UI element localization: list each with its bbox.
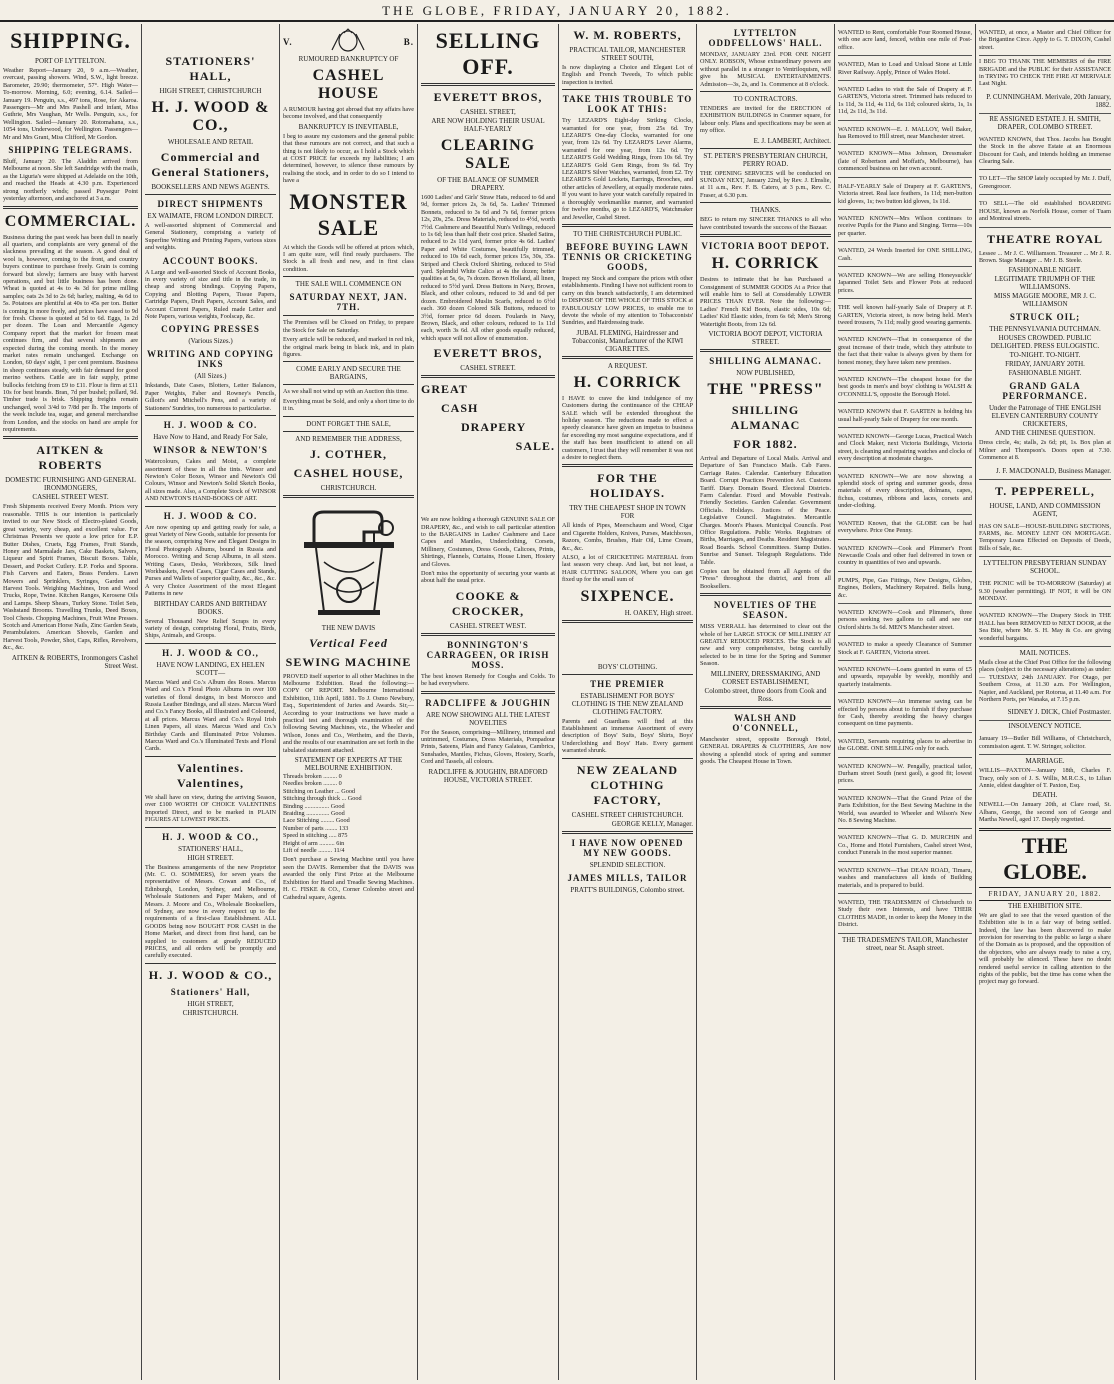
winsor-text: Watercolours, Cakes and Moist, a complete assortment of these in all the tints. Winsor and Newton's Color Boxes, Winsor and Newton's Oil Colours, Winsor and Newton's Solid Sketch Books, all sizes made. Also, a Complete Stock of WINSOR AND NEWTON'S HAND-BOOKS OF ART. <box>145 458 276 503</box>
telegrams-text: Bluff, January 20. The Aladdin arrived from Melbourne at noon. She left Sandridge with the mails, as the Liguria's were shipped at Adelaide on the 10th, and reached the Heads at 4.30 p.m. Experienced strong northerly winds; passed Puysegur Point yesterday afternoon, and anchored at 3 a.m. <box>3 158 138 203</box>
pepperell-sub: HOUSE, LAND, AND COMMISSION AGENT, <box>989 501 1101 518</box>
monster-text: At which the Goods will be offered at prices which, I am quite sure, will find ready purchasers. The Stock is all fresh and new, and in first class condition. <box>283 243 414 273</box>
novelties-heading: NOVELTIES OF THE SEASON. <box>713 600 818 621</box>
hjwood6-city: CHRISTCHURCH. <box>182 1008 239 1017</box>
clearing-sale-heading: CLEARING SALE <box>440 137 536 172</box>
experts-table <box>283 773 414 854</box>
contractors-text: TENDERS are invited for the ERECTION of EXHIBITION BUILDINGS in Cranmer square, for labour only. Plans and specifications may be seen at my office. <box>700 105 831 135</box>
oddfellows-text: MONDAY, JANUARY 23rd. FOR ONE NIGHT ONLY. ROBSON, Whose extraordinary powers are without parallel in a stranger to Ventriloquism, will give his MUSICAL ENTERTAINMENTS. Admission—3s, 2s, and 1s. Commence at 8 o'clock. <box>700 51 831 88</box>
before-buying-text: Inspect my Stock and compare the prices with other establishments. Finding I have not sufficient room to carry on this branch satisfactorily, I am determined to DISPOSE OF THE WHOLE OF THIS STOCK at FABULOUSLY LOW PRICES, to enable me to devote the whole of my attention to Tobacconists' Sundries, and Hairdressing trade. <box>562 274 693 327</box>
table-row: Braiding ............... Good <box>283 810 345 818</box>
birthday-cards: BIRTHDAY CARDS AND BIRTHDAY BOOKS. <box>153 599 268 616</box>
premier-heading: THE PREMIER <box>590 678 665 689</box>
bonnington-text: The best known Remedy for Coughs and Colds. To be had everywhere. <box>421 672 555 688</box>
sewing-machine-icon <box>294 502 404 620</box>
walsh-heading: WALSH AND O'CONNELL, <box>732 712 799 733</box>
wanted-ad: WANTED KNOWN—Cook and Plimmer's, three persons seeking two gallons to call and see our Oxford shirts 3s 6d. MEN'S Manchester street. <box>838 606 972 636</box>
writing-inks-heading: WRITING AND COPYING INKS <box>146 349 274 370</box>
wanted-ad: WANTED KNOWN—Mrs Wilson continues to receive Pupils for the Piano and Singing. Terms—10s per quarter. <box>838 212 972 242</box>
insolvency-heading: INSOLVENCY NOTICE. <box>1008 722 1082 731</box>
account-books-heading: ACCOUNT BOOKS. <box>162 255 259 266</box>
commercial-heading: COMMERCIAL. <box>4 212 137 230</box>
masthead <box>0 0 1114 22</box>
marriage-heading: MARRIAGE. <box>1025 757 1065 766</box>
wanted-ad: WANTED Ladies to visit the Sale of Drapery at F. GARTEN'S, Victoria street. Trimmed hats reduced to 1s 11d, 3s 11d, 4s 11d, 6s 11d; coloured skirts, 1s, 1s 11d, 2s 11d, 3s 11d. <box>838 83 972 121</box>
friday-date: FRIDAY, JANUARY 20TH. <box>1005 360 1085 369</box>
shipping-heading: SHIPPING. <box>10 28 131 53</box>
thanks-text: BEG to return my SINCERE THANKS to all who have contributed towards the success of the Bazaar. <box>700 216 831 231</box>
booksellers: BOOKSELLERS AND NEWS AGENTS. <box>151 183 270 191</box>
to-sell: TO SELL—The old established BOARDING HOUSE, known as Norfolk House, corner of Tuam and Montreal streets. <box>979 197 1111 227</box>
walsh-text: Manchester street, opposite Borough Hotel, GENERAL DRAPERS & CLOTHIERS, Are now showing a splendid stock of spring and summer goods. The Cheapest House in Town. <box>700 735 831 765</box>
rumoured-heading: RUMOURED BANKRUPTCY OF <box>298 55 399 63</box>
boys-clothing: BOYS' CLOTHING. <box>597 662 658 671</box>
new-davis: THE NEW DAVIS <box>321 623 376 632</box>
fashionable-night-2: FASHIONABLE NIGHT. <box>1008 369 1082 378</box>
article-reduced: Every article will be reduced, and marked in red ink, the original mark being in black ink, and in plain figures. <box>283 336 414 358</box>
saturday-next: SATURDAY NEXT, JAN. 7TH. <box>289 292 408 313</box>
roberts-text: Is now displaying a Choice and Elegant Lot of English and French Tweeds, To which public inspection is invited. <box>562 64 693 86</box>
splendid-selection: SPLENDID SELECTION. <box>589 860 666 869</box>
jubal-fleming: JUBAL FLEMING, Hairdresser and Tobacconist, Manufacturer of the KIWI CIGARETTES. <box>571 328 684 353</box>
table-row: Needles broken ......... 0 <box>283 780 342 788</box>
verrall-text: MISS VERRALL has determined to clear out the whole of her LARGE STOCK OF MILLINERY AT GREATLY REDUCED PRICES. The Stock is all new and very comprehensive, being carefully selected to be in time for the Spring and Summer Season. <box>700 623 831 668</box>
tonight: TO-NIGHT. TO-NIGHT. <box>1009 351 1081 360</box>
before-buying-heading: BEFORE BUYING LAWN TENNIS OR CRICKETING GOODS, <box>562 241 693 272</box>
table-row: Lace Stitching ......... Good <box>283 817 350 825</box>
grand-gala: GRAND GALA PERFORMANCE. <box>1002 381 1088 402</box>
telegrams-heading: SHIPPING TELEGRAMS. <box>8 145 133 156</box>
almanac-contents: Arrival and Departure of Local Mails. Arrival and Departure of San Francisco Mails. Cab Fares. Carriage Rates. Calendar. Canterbury Education Board. Corrupt Practices Prevention Act. Customs Tariff. Diary. Domain Board. Electoral Districts. Farm Calendar. Fixed and Movable Festivals. Friendly Societies. Garden Calendar. Government Officials. Holidays. Justices of the Peace. Legislative Council. Magistrates. Mercantile Charges. Moon's Phases. Municipal Councils. Post Office Regulations. Public Works. Registrars of Births, Marriages, and Deaths. Resident Magistrates. Road Boards. School Committees. Stamp Duties. Sunrise and Sunset. Telegraph Regulations. Tide Table. <box>700 454 831 566</box>
cash-word: CASH <box>441 401 479 416</box>
corrick-text: I HAVE to crave the kind indulgence of my Customers during the continuance of the CHEAP SALE which will be extended throughout the holiday season. The reductions made to effect a speedy clearance have given an impetus to business far exceeding my most sanguine expectations, and if the staff has been insufficient to attend on all customers, I trust that they will remember it was not a desire to neglect them. <box>562 394 693 461</box>
corrick2-text: Desires to intimate that he has Purchased a Consignment of SUMMER GOODS At a Price that will enable him to Sell at Considerably LOWER PRICES THAN EVER. Note the following:— Ladies' French Kid Boots, elastic sides, 10s 6d; Ladies' Kid Elastic sides, from 6s 6d; Men's Strong Watertight Boots, from 12s 6d. <box>700 276 831 328</box>
table-row: Threads broken ......... 0 <box>283 773 342 780</box>
selling-off-heading: SELLING OFF. <box>435 28 541 79</box>
thanks-heading: THANKS. <box>750 206 781 215</box>
column-6 <box>696 24 834 1380</box>
hjwood5-heading: H. J. WOOD & CO., <box>162 831 259 842</box>
nzcf-heading: NEW ZEALAND CLOTHING FACTORY, <box>576 762 679 807</box>
pennsylvania-dutchman: THE PENNSYLVANIA DUTCHMAN. <box>989 325 1101 334</box>
commercial-stationers: Commercial and General Stationers, <box>151 150 270 179</box>
masthead-text: THE GLOBE, FRIDAY, JANUARY 20, 1882. <box>382 3 732 18</box>
everett-heading: EVERETT BROS, <box>433 90 543 104</box>
balance-summer: OF THE BALANCE OF SUMMER DRAPERY. <box>437 176 539 192</box>
wanted-ad: WANTED, Man to Load and Unload Stone at Little River Railway. Apply, Prince of Wales Hotel. <box>838 58 972 81</box>
premier-text: Parents and Guardians will find at this Establishment an immense Assortment of every description of Boys' Suits, Boys' Shirts, Boys' Underclothing and Boys' Hats. Every garment warranted shrunk. <box>562 717 693 755</box>
cashel-house-footer: CASHEL HOUSE, <box>293 465 404 480</box>
roberts-heading: W. M. ROBERTS, <box>573 28 682 42</box>
christchurch-footer: CHRISTCHURCH. <box>320 483 377 492</box>
millinery-heading: MILLINERY, DRESSMAKING, AND CORSET ESTABLISHMENT, <box>710 669 821 686</box>
wanted-ad: WANTED KNOWN—George Lucas, Practical Watch and Clock Maker, next Victoria Buildings, Victoria street, is cleaning and repairing watches and clocks of every description at moderate charges. <box>838 430 972 468</box>
aitken-text: Fresh Shipments received Every Month. Prices very reasonable. THIS is our intention is particularly invited to our New Stock of Electro-plated Goods, great variety, very cheap, and excellent value. For Christmas Presents we quote a low price for E.P. Butter Dishes, Cruets, Egg Frames, Fruit Stands, Honey and Marmalade Jars, Cake Baskets, Salvers, Liqueur and Spirit Frames, Biscuit Boxes. Table, Dessert, and Pocket Cutlery. E.P. Forks and Spoons. Fish Carvers and Eaters, Brass Fenders. Lawn Mowers and Sprinklers, Syringes, Garden and Harvest Tools. Weighing Machines, Iron and Wood Trucks, Rope, Twine. Kitchen Ranges, Kerosene Oils and Lamps. Sheep Shears, Turkey Stone. Toilet Sets, Washstand Brooms. Travelling Trunks, Deed Boxes, Tool Chests. Chopping Machines, Fruit Wine Presses. Scotch and American Horse Nails, Zinc Garden Seats, Perambulators. American Shovels, Garden and Harvest Tools, Powder, Shot, Caps, Rifles, Revolvers, &c., &c. <box>3 503 138 652</box>
wanted-ad: WANTED, THE TRADESMEN of Christchurch to Study their own Interests, and have THEIR CLOTHES MADE, in order to keep the Money in the District. <box>838 896 972 934</box>
as-shall: As we shall not wind up with an Auction this time. <box>283 388 409 396</box>
wanted-ad: WANTED KNOWN—That G. D. MURCHIN and Co., Home and Hotel Furnishers, Cashel street West, conduct Funerals in the most superior manner. <box>838 831 972 861</box>
everett-footer: EVERETT BROS, <box>433 346 543 361</box>
corrick2-heading: H. CORRICK <box>711 255 820 273</box>
dont-forget: DONT FORGET THE SALE, <box>306 419 391 428</box>
shipping-text: Weather Report—January 20, 9 a.m.—Weather, overcast, passing showers. Wind, S.W., light breeze. Barometer, 29.90; thermometer, 57°. High Water—To-morrow. Morning, 6.0; evening, 6.14. Sailed—January 19. Penguin, s.s., 497 tons, Rose, for Akaroa. Passengers—Mr and Mrs Pashell and infant, Miss Guthrie, Mrs Vaughan, Mr Wells. Penguin, s.s., for Wellington. Sailed—January 20. Rotomahana, s.s., 1054 tons, Underwood, for Wellington. Passengers—Mr and Mrs Grant, Miss Clifford, Mr Gordon. <box>3 67 138 141</box>
radcliffe-sub: ARE NOW SHOWING ALL THE LATEST NOVELTIES <box>425 710 551 727</box>
wanted-ad: HALF-YEARLY Sale of Drapery at F. GARTEN'S, Victoria street. Real lace feathers, 1s 11d; men-button kid gloves, 1s; two button kid gloves, 1s 11d. <box>838 180 972 210</box>
oakey-signature: H. OAKEY, High street. <box>624 608 693 617</box>
aitken-subheading: DOMESTIC FURNISHING AND GENERAL IRONMONGERS, <box>5 476 136 493</box>
wanted-ad: THE well known half-yearly Sale of Drapery at F. GARTEN, Victoria street, is now being held. Men's tweed trousers, 7s 11d; really good wearing garments. <box>838 301 972 331</box>
b-initial: B. <box>403 36 414 47</box>
sale-word: SALE. <box>515 439 555 454</box>
column-8 <box>975 24 1114 1380</box>
hjwood5-address: HIGH STREET. <box>187 853 234 862</box>
sewing-machine-heading: SEWING MACHINE <box>285 654 412 669</box>
stationers-address: HIGH STREET, CHRISTCHURCH <box>159 87 262 95</box>
column-3 <box>279 24 417 1380</box>
nzcf-address: CASHEL STREET CHRISTCHURCH. <box>571 810 684 819</box>
bankruptcy-text: I beg to assure my customers and the general public that these rumours are not correct, and that such a thing is not likely to occur, as I hold a Stock which at COST PRICE far exceeds my liabilities; I am determined, however, to silence these rumours by realising the stock, and in order to do so I intend to have a <box>283 132 414 185</box>
assigned-estate: RE ASSIGNED ESTATE J. H. SMITH, DRAPER, COLOMBO STREET. <box>989 114 1101 131</box>
table-row: Stitching on Leather ... Good <box>283 787 356 795</box>
royal-arms-icon <box>328 28 368 54</box>
globe-editorial-masthead: THE GLOBE. <box>979 828 1111 888</box>
cricketing-text: ALSO, a lot of CRICKETING MATERIAL from last season very cheap. And last, but not least, a HAIR CUTTING SALOON, Where you can get fixed up for the small sum of <box>562 554 693 584</box>
lambert-signature: E. J. LAMBERT, Architect. <box>753 136 831 145</box>
death-heading: DEATH. <box>1032 791 1058 800</box>
exhibition-heading: THE EXHIBITION SITE. <box>1007 901 1083 910</box>
victoria-boot-heading: VICTORIA BOOT DEPOT. <box>701 241 830 252</box>
dont-miss-text: Don't miss the opportunity of securing your wants at about half the usual price. <box>421 569 555 585</box>
theatre-staff: Lessee ... Mr J. C. Williamson. Treasurer ... Mr J. R. Brown. Stage Manager ... Mr J. B. Steele. <box>979 249 1111 264</box>
rumour-text: A RUMOUR having got abroad that my affairs have become involved, and that consequently <box>283 106 414 121</box>
almanac-heading: SHILLING ALMANAC <box>730 402 801 432</box>
roberts-sub: PRACTICAL TAILOR, MANCHESTER STREET SOUTH, <box>569 46 686 62</box>
wanted-ad: WANTED KNOWN—An immense saving can be effected by persons about to furnish if they purchase for Cash, thereby avoiding the heavy charges consequent on time payments. <box>838 695 972 733</box>
sunday-school-heading: LYTTELTON PRESBYTERIAN SUNDAY SCHOOL. <box>983 559 1107 576</box>
wanted-ad: WANTED to make a speedy Clearance of Summer Stock at F. GARTEN, Victoria street. <box>838 638 972 661</box>
theatre-royal-heading: THEATRE ROYAL <box>986 231 1104 246</box>
davis-text: PROVED itself superior to all other Machines in the Melbourne Exhibition. Read the following:— COPY OF REPORT. Melbourne International Exhibition, 11th April, 1881. To J. Osmo Newbury, Esq., Superintendent of Juries and Awards. Sir,—According to your instructions we have made a practical test and thorough examination of the following Sewing Machines, viz., the Wheeler and Wilson, Jones and Co., Wertheim, and the Davis, and the results of our examination are set forth in the tabulated statement attached. <box>283 672 414 754</box>
come-early: COME EARLY AND SECURE THE BARGAINS, <box>296 365 401 382</box>
holidays-heading: FOR THE HOLIDAYS. <box>590 471 665 501</box>
table-row: Number of parts ........ 133 <box>283 824 349 832</box>
fashionable-night: FASHIONABLE NIGHT. <box>1008 266 1082 275</box>
column-7 <box>834 24 975 1380</box>
wanted-ad: WANTED, 24 Words Inserted for ONE SHILLING, Cash. <box>838 244 972 267</box>
shilling-almanac-heading: SHILLING ALMANAC. <box>709 355 822 366</box>
wanted-ad: WANTED KNOWN—E. J. MALLOY, Well Baker, has Removed to Hill street, near Manchester street. <box>838 123 972 146</box>
are-now-holding: ARE NOW HOLDING THEIR USUAL HALF-YEARLY <box>431 117 545 133</box>
cooke-address: CASHEL STREET WEST. <box>449 621 527 630</box>
for-1882: FOR 1882. <box>733 436 798 451</box>
st-peter-heading: ST. PETER'S PRESBYTERIAN CHURCH, PERRY ROAD. <box>703 151 828 168</box>
copying-sub: (Various Sizes.) <box>188 337 233 346</box>
marriage-text: WILLIS—PAXTON—January 18th, Charles F. Tracy, only son of J. S. Willis, M.R.C.S., to Lilian Annie, eldest daughter of T. Paxton, Esq. <box>979 767 1111 790</box>
macdonald-signature: J. F. MACDONALD, Business Manager. <box>979 464 1111 480</box>
genuine-sale-text: We are now holding a thorough GENUINE SALE OF DRAPERY, &c., and wish to call particular attention to the BARGAINS in Ladies' Cashmere and Lace Capes and Mantles, Underclothing, Corsets, Millinery, Costumes, Dress Goods, Calicoes, Prints, Shirtings, Flannels, Curtains, House Linen, Hosiery and Gloves. <box>421 516 555 568</box>
houses-crowded: HOUSES CROWDED. PUBLIC DELIGHTED. PRESS EULOGISTIC. <box>990 334 1100 351</box>
wanted-ad: WANTED KNOWN—Loans granted in sums of £5 and upwards, repayable by weekly, monthly and quarterly instalments. <box>838 663 972 693</box>
monster-sale-heading: MONSTER SALE <box>289 188 408 240</box>
aitken-address: CASHEL STREET WEST. <box>32 493 109 502</box>
patronage: Under the Patronage of THE ENGLISH ELEVEN CANTERBURY COUNTY CRICKETERS, <box>988 404 1102 429</box>
copying-presses-heading: COPYING PRESSES <box>161 324 260 335</box>
wanted-ad: WANTED to Rent, comfortable Four Roomed House, with one acre land, fenced, within one mile of Post-office. <box>838 26 972 56</box>
everett-street: CASHEL STREET, <box>460 108 516 116</box>
winsor-heading: WINSOR & NEWTON'S <box>153 445 268 456</box>
mail-notices-heading: MAIL NOTICES. <box>1019 649 1071 657</box>
writing-sub: (All Sizes.) <box>194 372 227 381</box>
column-4 <box>417 24 558 1380</box>
lezard-text: Try LEZARD'S Eight-day Striking Clocks, warranted for one year, from 25s 6d. Try LEZARD'S One-day Clocks, warranted for one year, from 12s 6d. Try LEZARD'S Lever Alarms, warranted for one year, from 12s 6d. Try LEZARD'S Gold Wedding Rings, from 10s 6d. Try LEZARD'S Gold Gem Rings, from 9s 6d. Try LEZARD'S Silver Watches, warranted, from £2. Try LEZARD'S Gold Lockets, Earrings, Brooches, and other articles of Jewellery, at equally moderate rates. If you want to have your watch carefully repaired in a thoroughly workmanlike manner, and warranted for twelve months, go to LEZARD'S, Watchmaker and Jeweller, Cashel Street. <box>562 117 693 221</box>
contractors-heading: TO CONTRACTORS. <box>733 95 798 104</box>
fire-brigade-thanks: I BEG TO THANK THE MEMBERS of the FIRE BRIGADE and the PUBLIC for their ASSISTANCE in TRYING TO CHECK THE FIRE AT MERIVALE Last Night. <box>979 58 1111 88</box>
wanted-ad: WANTED KNOWN that F. GARTEN is holding his usual half-yearly Sale of Drapery for one month. <box>838 405 972 428</box>
mills-address: PRATT'S BUILDINGS, Colombo street. <box>570 885 685 894</box>
wanted-ad: WANTED Known, that the GLOBE can be had everywhere. Price One Penny. <box>838 517 972 540</box>
everett-text: 1600 Ladies' and Girls' Straw Hats, reduced to 6d and 9d, former prices 2s, 3s 6d, 5s. Ladies' Trimmed Bonnets, reduced to 3s 6d and 7s 6d, former prices 12s, 20s, 25s. Dress Materials, reduced to 4½d, worth 7½d. Cashmere and Beautiful Nun's Veilings, reduced to 1s 6d; less than half their cost price. Shaded Satins, reduced to 2s 11d yard, former price 4s 6d. Ladies' Paper and White Costumes, beautifully trimmed, reduced to 10s 6d each, former prices 15s, 30s, 35s. Striped and Check Oxford Shirting, reduced to 5¼d yard. Splendid White Calico at 4s the dozen; better qualities at 5s, 6s, 7s dozen. Brown Holland, all linen, reduced to 5½d yard. Dress Buttons in Navy, Brown, Black, and other colours, reduced to 3d and 6d per dozen. Embroidered Muslin Scarfs, reduced to 6½d each. 360 dozen Colored Silk Buttons, reduced to 3½d, former price 6d dozen. Foulards in Navy, Brown, Black, and other colours, reduced to 1s 11d each, worth 3s 6d. All other goods equally reduced, which space will not allow of enumeration. <box>421 194 555 342</box>
direct-shipments-heading: DIRECT SHIPMENTS <box>157 199 264 209</box>
account-text: A Large and well-assorted Stock of Account Books, in every variety of size and title in the trade, in cheap and strong bindings. Copying Papers, Copying and Blotting Papers, Tissue Papers, Cartridge Papers, Draft Papers, Account Sales, and Account Current Papers, Ruled made Letter and Note Papers, various weights, Foolscap, &c. <box>145 268 276 321</box>
sale-commence: THE SALE WILL COMMENCE ON <box>295 280 402 289</box>
hjwood2-text: Have Now to Hand, and Ready For Sale, <box>153 433 268 442</box>
sixpence-heading: SIXPENCE. <box>580 587 675 605</box>
radcliffe-heading: RADCLIFFE & JOUGHIN <box>425 697 551 708</box>
wanted-ad: WANTED KNOWN—That in consequence of the great increase of their trade, which they attribute to the fact that their value is always given by them for honest money, they have taken new premises. <box>838 333 972 371</box>
column-5 <box>558 24 696 1380</box>
hjwood-sub: WHOLESALE AND RETAIL <box>167 138 254 146</box>
v-initial: V. <box>283 36 293 47</box>
pipes-text: All kinds of Pipes, Meerschaum and Wood, Cigar and Cigarette Holders, Knives, Purses, Matchboxes, Razors, Combs, Brushes, Hair Oil, Lime Cream, &c., &c. <box>562 522 693 552</box>
hjwood4-sub: HAVE NOW LANDING, EX HELEN SCOTT— <box>156 660 265 677</box>
royal-arms-row <box>283 28 414 54</box>
radcliffe-text: For the Season, comprising—Millinery, trimmed and untrimmed, Costumes, Dress Materials, Pompadour Prints, Sateens, Plain and Fancy Galateas, Cambrics, Sunshades, Mantles, Fichus, Gloves, Hosiery, Scarfs, Cord and Tassels, all colours. <box>421 728 555 766</box>
theatre-prices: Dress circle, 4s; stalls, 2s 6d; pit, 1s. Box plan at Milner and Thompson's. Doors open at 7.30. Commence at 8. <box>979 439 1111 462</box>
maggie-moore: MISS MAGGIE MOORE, MR J. C. WILLIAMSON <box>994 292 1096 309</box>
table-row: Lift of needle ......... 11/4 <box>283 847 345 855</box>
stationers-hall-heading: STATIONERS' HALL, <box>165 54 256 83</box>
hjwood-heading: H. J. WOOD & CO., <box>151 99 270 134</box>
table-row: Stitching through thick ... Good <box>283 795 362 803</box>
direct-sub: EX WAIMATE, FROM LONDON DIRECT. <box>147 212 274 220</box>
millinery-address: Colombo street, three doors from Cook and Ross. <box>704 686 827 703</box>
great-word: GREAT <box>421 382 468 397</box>
wanted-ad: WANTED KNOWN—Cook and Plimmer's Front Newcastle Coals and other fuel delivered in town or country in quantities of two and upwards. <box>838 542 972 572</box>
vbd-footer: VICTORIA BOOT DEPOT, VICTORIA STREET. <box>708 329 823 346</box>
hjwood6-sub: Stationers' Hall, <box>170 986 251 997</box>
request-heading: A REQUEST. <box>607 361 648 370</box>
direct-text: A well-assorted shipment of Commercial and General Stationery, comprising a variety of Superfine Writing and Printing Papers, various sizes and weights. <box>145 222 276 252</box>
writing-text: Inkstands, Date Cases, Blotters, Letter Balances, Paper Weights, Faber and Rowney's Pencils, Gillott's and Mitchell's Pens, and a variety of Stationers' Sundries, too numerous to particularise. <box>145 382 276 412</box>
hjwood6-heading: H. J. WOOD & CO., <box>148 967 273 982</box>
wanted-ad: WANTED KNOWN—We are selling Honeysuckle' Japanned Toilet Sets and Flower Pots at reduced prices. <box>838 269 972 299</box>
everett-footer-street: CASHEL STREET. <box>460 364 516 373</box>
oddfellows-heading: LYTTELTON ODDFELLOWS' HALL. <box>708 28 823 48</box>
death-text: NEWELL—On January 20th, at Clare road, St. Albans, George, the second son of George and Martha Newell, aged 17. Deeply regretted. <box>979 801 1111 824</box>
dick-signature: SIDNEY J. DICK, Chief Postmaster. <box>979 705 1111 721</box>
exhibition-text: We are glad to see that the vexed question of the Exhibition site is in a fair way of being settled. Indeed, the law has been discovered to make provision for reserving to the public so large a share of the Domain as is proposed, and the opposition of the objectors, who are always ready to raise a cry, will probably be silenced. These have no doubt rendered useful service in calling attention to the rights of the public, but the time has come when the project may go forward. <box>979 911 1111 986</box>
wanted-ad: PUMPS, Pipe, Gas Fittings, New Designs, Globes, Engines, Boilers, Machinery Repaired. Bells hung, &c. <box>838 574 972 604</box>
wanted-master: WANTED, at once, a Master and Chief Officer for the Brigantine Circe. Apply to G. T. DIXON, Cashel street. <box>979 26 1111 56</box>
column-1 <box>0 24 141 1380</box>
bonnington-heading: BONNINGTON'S CARRAGEEN, OR IRISH MOSS. <box>426 639 550 670</box>
valentines-text: We shall have on view, during the arriving Season, over £100 WORTH OF CHOICE VALENTINES Imported Direct, and to be marked in PLAIN FIGURES AT LOWEST PRICES. <box>145 793 276 824</box>
aitken-footer: AITKEN & ROBERTS, Ironmongers Cashel Street West. <box>11 653 138 670</box>
table-row: Height of arm .......... 6in <box>283 839 345 847</box>
vertical-feed: Vertical Feed <box>309 635 388 650</box>
hjwood5-text: The Business arrangements of the new Proprietor (Mr. C. O. SOMMERS), for seven years the representative of Messrs. Cowan and Co., of Edinburgh, London, Sydney, and Melbourne, Wholesale Stationers and Paper Makers, and of Messrs. J. Moore and Co., Wholesale Booksellers, of Sydney, are now in every respect up to the requirements of a first-class Establishment. ALL GOODS being now BOUGHT FOR CASH in the Home Market, and direct from first hand, can be supplied to customers at greatly REDUCED PRICES, and all orders will be promptly and carefully executed. <box>145 863 276 960</box>
public-heading: TO THE CHRISTCHURCH PUBLIC. <box>573 229 682 238</box>
to-let: TO LET—The SHOP lately occupied by Mr. J. Duff, Greengrocer. <box>979 172 1111 195</box>
premises-closed: The Premises will be Closed on Friday, to prepare the Stock for Sale on Saturday. <box>283 319 414 334</box>
take-trouble-heading: TAKE THIS TROUBLE TO LOOK AT THIS: <box>562 94 693 115</box>
wanted-ad: WANTED KNOWN—W. Pengally, practical tailor, Durham street South (next gaol), a good fit; lowest prices. <box>838 760 972 790</box>
struck-oil: STRUCK OIL; <box>1009 312 1081 323</box>
almanac-copies: Copies can be obtained from all Agents of the "Press" throughout the district, and from all Booksellers. <box>700 568 831 590</box>
drapery-removed: WANTED KNOWN—The Drapery Stock in THE HALL has been REMOVED to NEXT DOOR, at the Sea Bite, where Mr. S. H. May & Co. are giving wonderful bargains. <box>979 609 1111 647</box>
opening-text: THE OPENING SERVICES will be conducted on SUNDAY NEXT, January 22nd, by Rev. J. Elmslie, at 11 a.m., Rev. F. B. Catero, at 3 p.m., Rev. C. Fraser, at 6.30 p.m. <box>700 169 831 199</box>
cunningham-signature: P. CUNNINGHAM. Merivale, 20th January, 1882. <box>979 90 1111 114</box>
globe-dateline: FRIDAY, JANUARY 20, 1882. <box>979 888 1111 901</box>
legitimate-triumph: LEGITIMATE TRIUMPH OF THE WILLIAMSONS. <box>994 275 1096 292</box>
wanted-ad: WANTED, Servants requiring places to advertise in the GLOBE. ONE SHILLING only for each. <box>838 735 972 758</box>
kelly-signature: GEORGE KELLY, Manager. <box>611 819 693 828</box>
hjwood2-heading: H. J. WOOD & CO. <box>163 420 258 431</box>
scraps-text: Several Thousand New Relief Scraps in every variety of design, comprising Floral, Fruits, Birds, Ships, Animals, and Groups. <box>145 617 276 640</box>
press-heading: THE "PRESS" <box>707 380 824 398</box>
jacobs-text: WANTED KNOWN, that Thos. Jacobs has Bought the Stock in the above Estate at an Enormous Discount for Cash, and intends holding an immense Clearing Sale. <box>979 133 1111 171</box>
davis-footer: Don't purchase a Sewing Machine until you have seen the DAVIS. Remember that the DAVIS was awarded the only First Prize at the Melbourne Exhibition for Hand and Treadle Sewing Machines. H. C. FISKE & CO., Corner Colombo street and Cathedral square, Agents. <box>283 856 414 901</box>
chinese-question: AND THE CHINESE QUESTION. <box>994 429 1096 438</box>
pepperell-heading: T. PEPPERELL, <box>995 483 1095 498</box>
mills-heading: JAMES MILLS, TAILOR <box>567 872 688 883</box>
corrick-heading: H. CORRICK <box>573 373 682 391</box>
cashel-house-heading: CASHEL HOUSE <box>312 67 385 102</box>
wanted-ad: WANTED KNOWN—Miss Johnson, Dressmaker (late of Robertson and Moffatt's, Melbourne), has commenced business on her own account. <box>838 147 972 177</box>
cash-drapery-block <box>421 382 555 514</box>
remember-address: AND REMEMBER THE ADDRESS, <box>295 434 402 443</box>
table-row: Binding ................ Good <box>283 802 345 810</box>
wanted-ad: WANTED KNOWN—That the Grand Prize of the Paris Exhibition, for the Best Sewing Machine in the World, was awarded to Wheeler and Wilson's New No. 8 Sewing Machine. <box>838 792 972 830</box>
drapery-word: DRAPERY <box>461 420 527 435</box>
valentines-heading: Valentines. Valentines, <box>177 760 244 790</box>
hjwood3-text: Are now opening up and getting ready for sale, a great Variety of New Goods, suitable for presents for the season, comprising New and Elegant Designs in Floral Photograph Albums, bound in Russia and Morocco. Writing and Scrap Albums, in all sizes. Writing Cases, Desks, Workboxes, Silk lined Workbaskets, Jewel Cases, Cigar Cases and Stands, Purses and Wallets of superior quality, &c., &c., &c. A very Choice Assortment of the most Elegant Patterns in new <box>145 523 276 598</box>
hjwood6-address: HIGH STREET, <box>187 999 234 1008</box>
wanted-ad: WANTED KNOWN—We are now showing a splendid stock of spring and summer goods, dress materials of every description, dolmans, capes, fichus, costumes, ribbons and laces, corsets and under-clothing. <box>838 470 972 515</box>
tradesmen-tailor: THE TRADESMEN'S TAILOR, Manchester street, near St. Asaph street. <box>841 935 969 952</box>
picnic-text: THE PICNIC will be TO-MORROW (Saturday) at 9.30 (weather permitting). IF NOT, it will be ON MONDAY. <box>979 577 1111 607</box>
hjwood4-heading: H. J. WOOD & CO., <box>162 647 259 658</box>
wanted-ad: WANTED KNOWN—The cheapest house for the best goods in men's and boys' clothing is WALSH & O'CONNELL'S, opposite the Borough Hotel. <box>838 373 972 403</box>
try-cheapest: TRY THE CHEAPEST SHOP IN TOWN FOR <box>569 504 686 521</box>
radcliffe-footer: RADCLIFFE & JOUGHIN, BRADFORD HOUSE, VICTORIA STREET. <box>428 767 548 784</box>
port-heading: PORT OF LYTTELTON. <box>35 57 106 65</box>
everything-sold: Everything must be Sold, and only a short time to do it in. <box>283 397 414 413</box>
hjwood5-sub: STATIONERS' HALL, <box>178 844 243 853</box>
table-row: Speed in stitching ..... 875 <box>283 832 348 840</box>
statement-heading: STATEMENT OF EXPERTS AT THE MELBOURNE EXHIBITION. <box>294 756 403 772</box>
mail-text: Mails close at the Chief Post Office for the following places (subject to the necessary alterations) as under:— TUESDAY, 24th JANUARY. For Otago, per Southern Cross, at 11.30 a.m. For Wellington, Napier, and Auckland, per Rotorua, at 11.40 a.m. For Northern Ports, per Wanaka, at 7.15 p.m. <box>979 659 1111 704</box>
hjwood4-text: Marcus Ward and Co.'s Album des Roses. Marcus Ward and Co.'s Floral Photo Albums in over 100 varieties of floral designs, in best Morocco and Russia Leather Bindings, and all sizes. Marcus Ward and Co.'s Fancy Books, all Illustrated and Coloured, at all prices. Marcus Ward and Co.'s Royal Irish Linen Papers, all sizes. Marcus Ward and Co.'s Birthday Cards and Illuminated Prize Volumes. Marcus Ward and Co.'s Illuminated Texts and Floral Cards. <box>145 678 276 753</box>
column-2 <box>141 24 279 1380</box>
pepperell-text: HAS ON SALE—HOUSE-BUILDING SECTIONS, FARMS, &c. MONEY LENT ON MORTGAGE. Temporary Loans Effected on Deposits of Deeds, Bills of Sale, &c. <box>979 520 1111 558</box>
hjwood3-heading: H. J. WOOD & CO. <box>163 510 258 521</box>
bankruptcy-inevitable: BANKRUPTCY IS INEVITABLE, <box>298 122 399 131</box>
new-goods-heading: I HAVE NOW OPENED MY NEW GOODS. <box>571 837 684 858</box>
premier-sub: ESTABLISHMENT FOR BOYS' CLOTHING IS THE NEW ZEALAND CLOTHING FACTORY. <box>571 691 684 716</box>
now-published: NOW PUBLISHED, <box>736 368 795 377</box>
commercial-text: Business during the past week has been dull in nearly all quarters, and complaints are very general of the slackness prevailing at the season. A good deal of wool is, however, coming to the front, and country buyers continue to purchase freely. Grain is coming forward but slowly; farmers are busy with harvest operations, and but little business has been done. Wheat is quoted at 4s to 4s 3d for prime milling samples; oats 2s 3d to 2s 6d; barley, malting, 4s 6d to 5s. Potatoes are plentiful at 40s to 45s per ton. Butter is coming in more freely, and prices have eased to 9d for fresh. Cheese is quoted at 5d to 6d. Eggs, 1s 2d per dozen. The Loan and Mercantile Agency Company report that the market for frozen meat continues firm, and that several shipments are expected during the coming month. In the money market rates remain unchanged. Exchange on London, 60 days' sight, 1 per cent premium. Business in sheep continues steady, with fair demand for good merino wethers. Cattle are in fair supply, prime bullocks fetching from £9 to £11. Flour is firm at £11 10s for best brands. Bran, 7d per bushel; pollard, 9d. Timber trade is brisk. Shipping freights remain unchanged, wool 3/4d to 7/8d per lb. The imports of the week include tea, sugar, and general merchandise from London, and the stocks on hand are ample for requirements. <box>3 233 138 434</box>
aitken-heading: AITKEN & ROBERTS <box>36 443 105 473</box>
wanted-ad: WANTED KNOWN—That DEAN ROAD, Timaru, washes and manufactures all kinds of Building materials, and is prepared to build. <box>838 864 972 894</box>
insolvency-text: January 19—Butler Bill Williams, of Christchurch, commission agent. T. W. Stringer, solicitor. <box>979 732 1111 755</box>
cooke-crocker-heading: COOKE & CROCKER, <box>451 588 525 618</box>
cother-name: J. COTHER, <box>309 446 387 461</box>
